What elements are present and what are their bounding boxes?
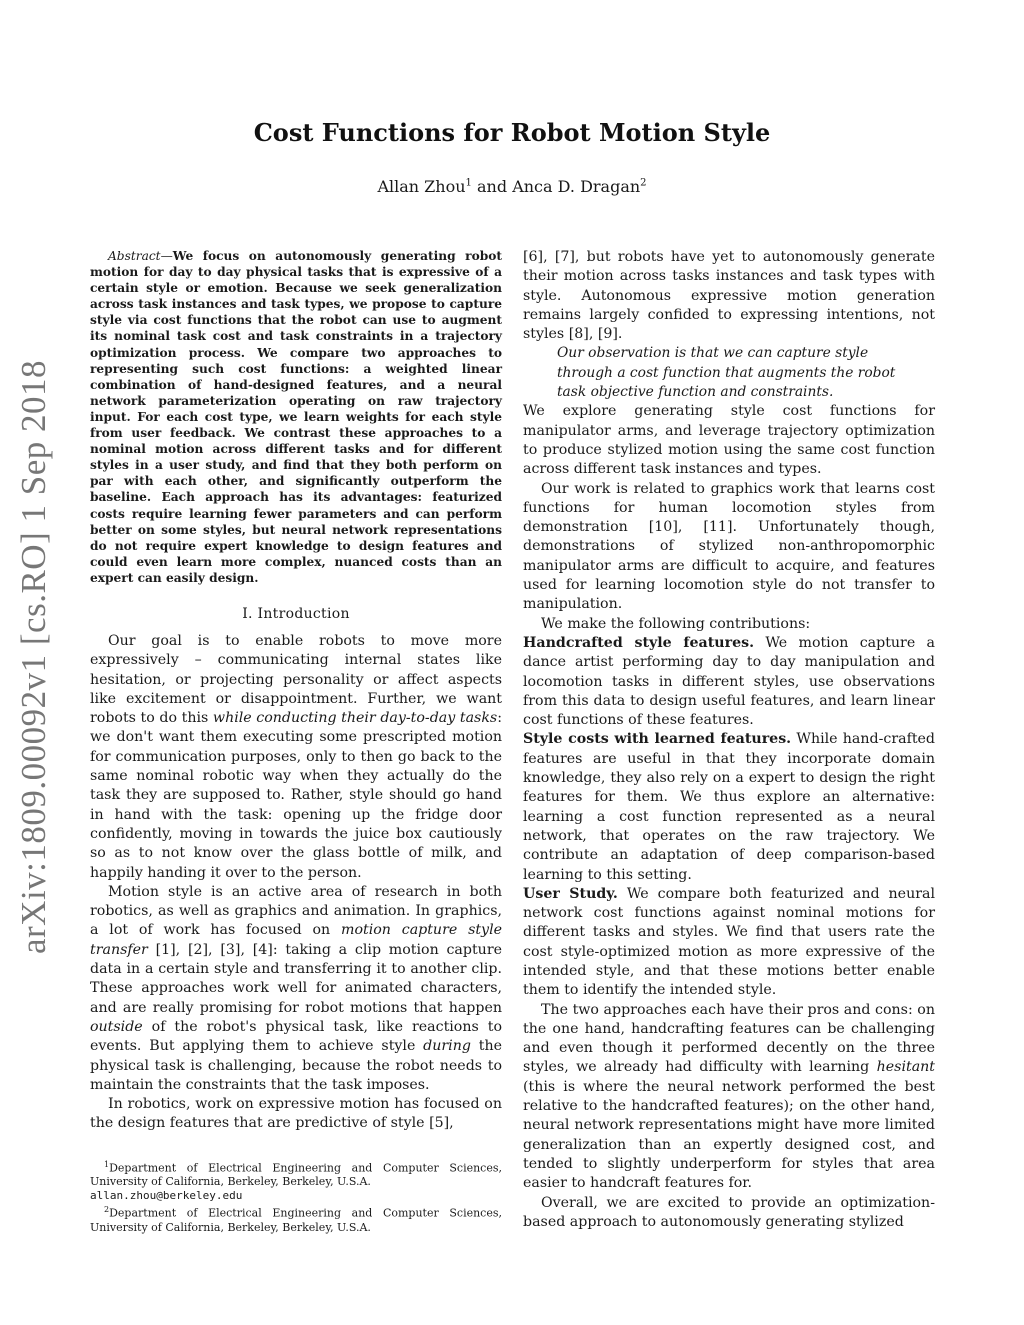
text-run: the physical task is challenging, because the robot needs to maintain the constraints that the task imposes. xyxy=(90,1038,502,1093)
contribution-heading: Style costs with learned features. xyxy=(523,731,792,748)
footnote xyxy=(90,1203,502,1235)
text-run: (this is where the neural network performed the best relative to the handcrafted features); on the other hand, neural network representations might have more limited generalization than an expertly designed cost, and tended to slightly underperform for styles that area easier to handcraft features for. xyxy=(523,1078,935,1192)
text-run: of the robot's physical task, like reactions to events. But applying them to achieve style xyxy=(90,1018,502,1055)
right-column xyxy=(523,248,935,1232)
paragraph: Our work is related to graphics work that learns cost functions for human locomotion styles from demonstration [10], [11]. Unfortunately though, demonstrations of stylized non-anthropomorphic manipulator arms are difficult to acquire, and features used for learning locomotion style do not transfer to manipulation. xyxy=(523,480,935,613)
paragraph: We explore generating style cost functions for manipulator arms, and leverage trajectory optimization to produce stylized motion using the same cost function across different task instances and types. xyxy=(523,403,935,478)
paper-title: Cost Functions for Robot Motion Style xyxy=(253,118,771,147)
abstract-label: Abstract— xyxy=(108,249,173,263)
emphasis: outside xyxy=(90,1018,143,1035)
footnote-marker: 2 xyxy=(104,1205,110,1215)
footnotes xyxy=(90,1158,502,1235)
emphasis: hesitant xyxy=(876,1059,935,1076)
contribution-item xyxy=(523,730,935,884)
abstract-text: We focus on autonomously generating robot motion for day to day physical tasks that is expressive of a certain style or emotion. Because we seek generalization across task instances and task types, we propose to capture style via cost functions that the robot can use to augment its nominal task cost and task constraints in a trajectory optimization process. We compare two approaches to representing such cost functions: a weighted linear combination of hand-designed features, and a neural network parameterization operating on raw trajectory input. For each cost type, we learn weights for each style from user feedback. We contrast these approaches to a nominal motion across different tasks and for different styles in a user study, and find that they both perform on par with each other, and significantly outperform the baseline. Each approach has its advantages: featurized costs require learning fewer parameters and can perform better on some styles, but neural network representations do not require expert knowledge to design features and could even learn more complex, nuanced costs than an expert can easily design. xyxy=(90,249,502,585)
author-name: Allan Zhou xyxy=(377,177,466,196)
section-heading: I. Introduction xyxy=(242,605,350,622)
contribution-item xyxy=(523,634,935,730)
footnote xyxy=(90,1158,502,1204)
footnote-marker: 1 xyxy=(104,1159,110,1169)
paragraph xyxy=(90,883,502,1095)
contribution-heading: User Study. xyxy=(523,885,618,902)
text-run: : we don't want them executing some prescripted motion for communication purposes, only to then go back to the same nominal robotic way when they actually do the task they are supposed to. Rather, style should go hand in hand with the task: opening up the fridge door confidently, moving in towards the juice box cautiously so as to not know over the glass bottle of milk, and happily handing it over to the person. xyxy=(90,710,502,881)
arxiv-identifier: arXiv:1809.00092v1 [cs.RO] 1 Sep 2018 xyxy=(14,360,53,955)
text-run: We motion capture a dance artist performing day to day manipulation and locomotion tasks in different styles, use observations from this data to design useful features, and learn linear cost functions of these features. xyxy=(523,634,935,729)
paragraph: In robotics, work on expressive motion has focused on the design features that are predictive of style [5], xyxy=(90,1096,502,1132)
author-name: Anca D. Dragan xyxy=(512,177,641,196)
author-line xyxy=(0,177,1024,196)
affiliation-marker: 1 xyxy=(465,177,472,189)
paragraph xyxy=(90,632,502,883)
text-run: The two approaches each have their pros and cons: on the one hand, handcrafting features can be challenging and even though it performed decently on the three styles, we already had difficulty with learning xyxy=(523,1001,935,1076)
emphasis: during xyxy=(423,1038,471,1055)
email-link[interactable]: allan.zhou@berkeley.edu xyxy=(90,1189,243,1203)
key-observation: Our observation is that we can capture style through a cost function that augments the robot task objective function and constraints. xyxy=(557,345,896,401)
text-run: Our goal is to enable robots to move more expressively – communicating internal states like hesitation, or projecting personality or affect aspects like excitement or disappointment. Further, we want robots to do this xyxy=(90,632,502,727)
footnote-text: Department of Electrical Engineering and Computer Sciences, University of California, Berkeley, Berkeley, U.S.A. xyxy=(90,1161,502,1189)
paragraph: We make the following contributions: xyxy=(541,615,811,632)
author-connector: and xyxy=(477,177,508,196)
emphasis: motion capture style transfer xyxy=(90,922,502,958)
affiliation-marker: 2 xyxy=(640,177,647,189)
text-run: While hand-crafted features are useful in that they incorporate domain knowledge, they also rely on a expert to design the right features for them. We thus explore an alternative: learning a cost function represented as a neural network, that operates on the raw trajectory. We contribute an adaptation of deep comparison-based learning to this setting. xyxy=(523,731,935,883)
contribution-item xyxy=(523,885,935,1001)
paragraph xyxy=(523,1001,935,1194)
paragraph: [6], [7], but robots have yet to autonomously generate their motion across tasks instances and task types with style. Autonomous expressive motion generation remains largely confided to expressing intentions, not styles [8], [9]. xyxy=(523,249,935,343)
emphasis: while conducting their day-to-day tasks xyxy=(212,710,498,727)
paragraph: Overall, we are excited to provide an optimization-based approach to autonomously generating stylized xyxy=(523,1194,935,1230)
contribution-heading: Handcrafted style features. xyxy=(523,634,755,651)
text-run: [1], [2], [3], [4]: taking a clip motion capture data in a certain style and transferring it to another clip. These approaches work well for animated characters, and are really promising for robot motions that happen xyxy=(90,941,502,1016)
left-column xyxy=(90,248,502,1235)
text-run: We compare both featurized and neural network cost functions against nominal motions for different tasks and styles. We find that users rate the cost style-optimized motion as more expressive of the intended style, and that these motions better enable them to identify the intended style. xyxy=(523,885,935,999)
footnote-text: Department of Electrical Engineering and Computer Sciences, University of California, Berkeley, Berkeley, U.S.A. xyxy=(90,1207,502,1234)
text-run: Motion style is an active area of research in both robotics, as well as graphics and animation. In graphics, a lot of work has focused on xyxy=(90,883,502,939)
abstract xyxy=(90,248,502,586)
